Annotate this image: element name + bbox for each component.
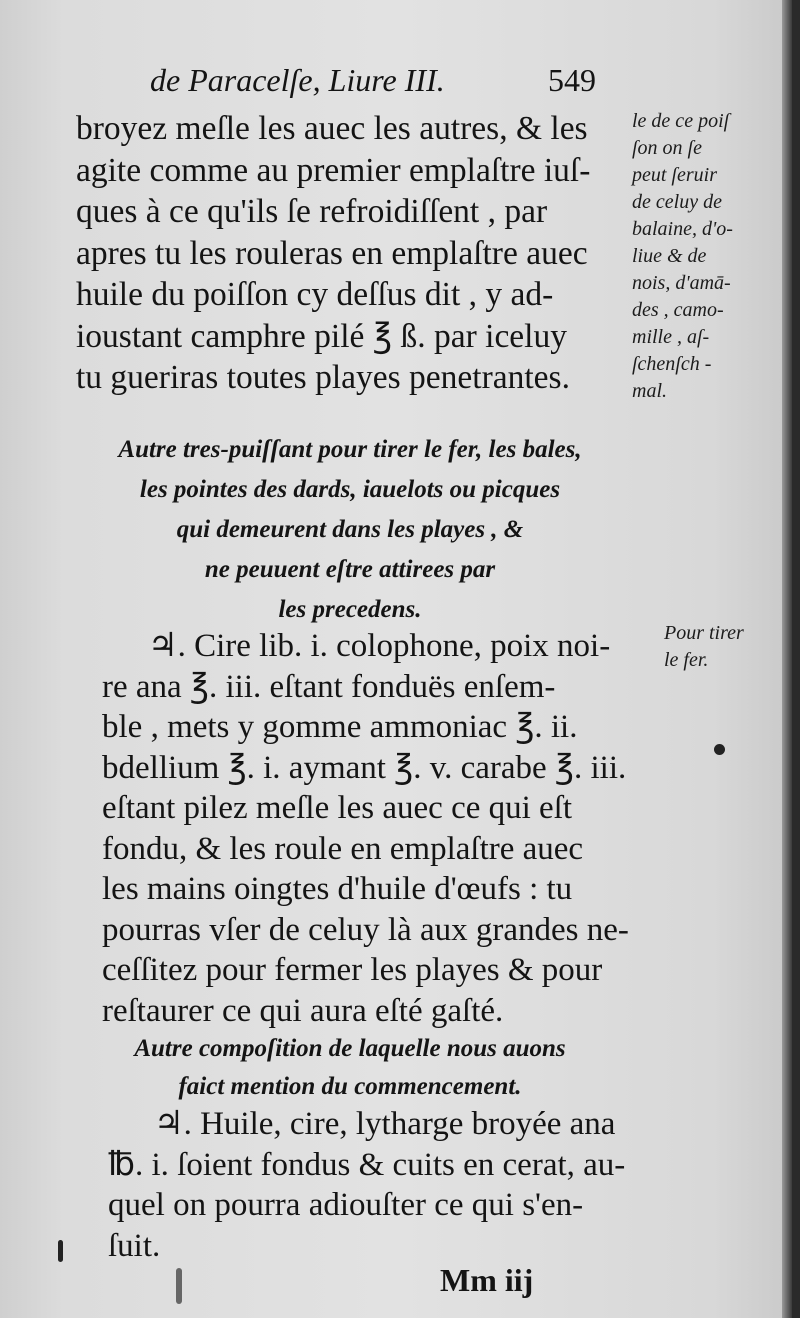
recipe-2 [108,1104,668,1266]
text-line: apres tu les rouleras en emplaſtre auec [76,234,588,272]
margin-line: des , camo- [632,299,724,321]
running-title: de Paracelſe, Liure III. [150,62,445,98]
text-line: reſtaurer ce qui aura eſté gaſté. [102,992,504,1029]
ink-speck [176,1268,182,1304]
margin-line: de celuy de [632,191,722,213]
text-line: ſuit. [108,1227,161,1264]
margin-line: peut ſeruir [632,164,717,186]
rubric-line: ne peuuent eſtre attirees par [204,556,496,583]
text-line: tu gueriras toutes playes penetrantes. [76,359,570,396]
margin-note-fish-oil [632,108,733,405]
margin-line: mille , aſ- [632,326,710,348]
margin-line: le de ce poiſ [632,110,730,132]
text-line: quel on pourra adiouſter ce qui s'en- [108,1187,584,1223]
rubric-line: Autre compoſition de laquelle nous auons [134,1035,566,1062]
margin-line: ſon on ſe [632,137,702,159]
ink-speck [58,1240,63,1262]
page-number: 549 [548,62,596,98]
text-line: bdellium ℥. i. aymant ℥. v. carabe ℥. iii. [102,749,627,786]
text-line: fondu, & les roule en emplaſtre auec [102,830,584,867]
page-edge-shadow [782,0,792,1318]
text-line: ble , mets y gomme ammoniac ℥. ii. [102,709,578,745]
text-line: eſtant pilez meſle les auec ce qui eſt [102,790,573,826]
text-line: les mains oingtes d'huile d'œufs : tu [102,871,573,907]
margin-line: ſchenſch - [632,353,712,375]
paragraph-1 [76,108,621,399]
text-line: re ana ℥. iii. eſtant fonduës enſem- [102,668,556,705]
rubric-line: les pointes des dards, iauelots ou picques [139,476,561,503]
recipe-1 [102,626,662,1031]
running-header [150,62,610,99]
margin-line: le fer. [664,649,709,671]
text-line: huile du poiſſon cy deſſus dit , y ad- [76,276,554,313]
text-line: ceſſitez pour fermer les playes & pour [102,952,603,988]
text-line: agite comme au premier emplaſtre iuſ- [76,151,591,189]
ink-speck [714,744,725,755]
text-line: ♃. Huile, cire, lytharge broyée ana [154,1106,616,1142]
rubric-line: faict mention du commencement. [178,1073,522,1100]
text-line: ques à ce qu'ils ſe refroidiſſent , par [76,193,548,230]
rubric-line: Autre tres-puiſſant pour tirer le fer, les bales, [118,436,582,463]
rubric-line: les precedens. [278,596,422,623]
text-line: ioustant camphre pilé ℥ ß. par iceluy [76,317,567,355]
text-line: pourras vſer de celuy là aux grandes ne- [102,911,629,948]
rubric-heading-2 [70,1030,630,1106]
margin-line: nois, d'amā- [632,272,731,294]
signature-mark: Mm iij [440,1262,534,1298]
text-line: ♃. Cire lib. i. colophone, poix noi- [148,628,611,664]
text-line: broyez meſle les auec les autres, & les [76,110,588,147]
rubric-heading-1 [70,430,630,630]
rubric-line: qui demeurent dans les playes , & [176,516,524,543]
margin-line: Pour tirer [664,622,744,644]
margin-note-pour-tirer [664,620,744,674]
text-line: ℔. i. ſoient fondus & cuits en cerat, au- [108,1146,626,1183]
margin-line: mal. [632,380,667,402]
margin-line: balaine, d'o- [632,218,733,240]
margin-line: liue & de [632,245,707,267]
